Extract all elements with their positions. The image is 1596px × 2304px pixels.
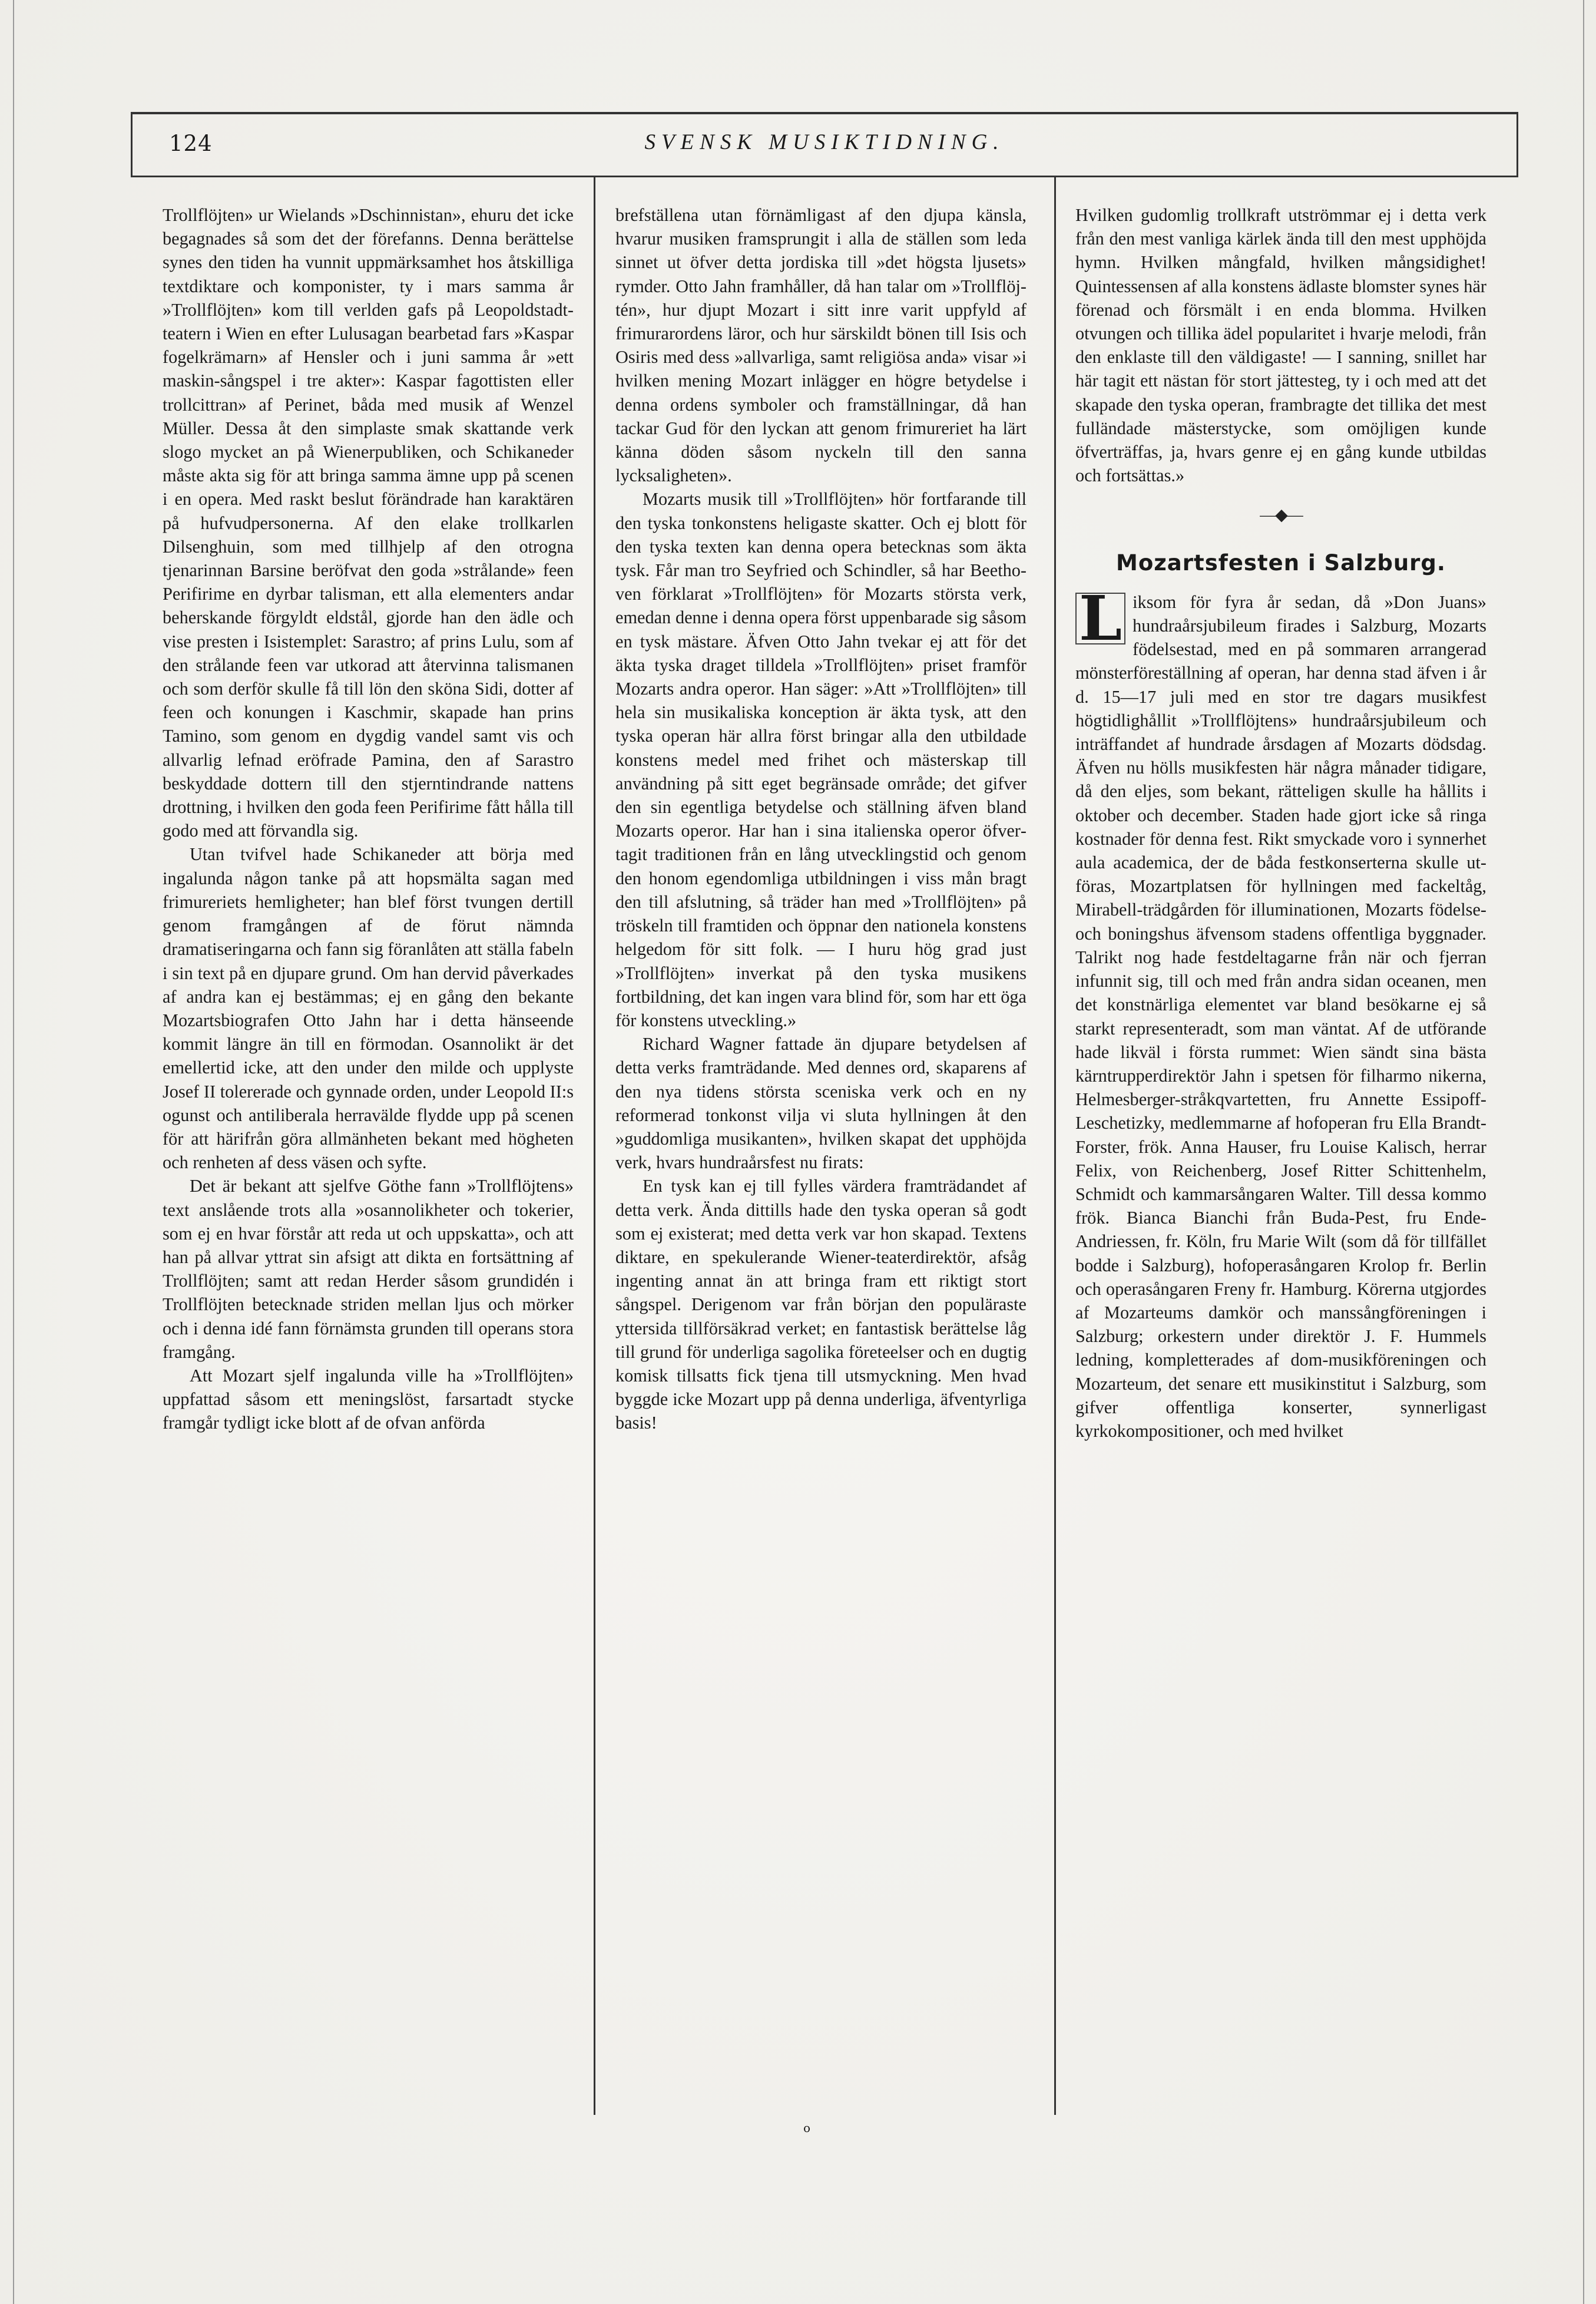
column-rule-1 [594, 177, 595, 2115]
scan-edge-left [13, 0, 14, 2304]
paragraph: Hvilken gudomlig trollkraft utströmmar ej i detta verk från den mest vanliga kärlek ända till den mest upphöjda hymn. Hvilken mångfald, hvilken mångsidighet! Quintessensen af alla konstens ädlaste blomster synes här förenad och försmält i en enda blomma. Hvilken otvungen och tillika ädel popularitet i hvarje melodi, från den enklaste till den väldigaste! — I sanning, snillet har här tagit ett nästan för stort jättesteg, ty i och med att det skapade den tyska operan, frambragte det tillika det mest fulländade mästerstycke, som omöjligen kunde öfverträffas, ja, hvars genre ej en gång kunde utbildas och fortsättas.» [1075, 205, 1486, 486]
page-number: 124 [169, 131, 213, 156]
paragraph: Mozarts musik till »Trollflöjten» hör fortfarande till den tyska tonkonstens heligaste skatter. Och ej blott för den tyska texten kan denna opera betecknas som äkta tysk. Får man tro Seyfried och Schindler, så har Beethoven förklarat »Trollflöjten» för Mozarts största verk, emedan denne i denna opera först uppenbarade sig såsom en tysk mästare. Äfven Otto Jahn tvekar ej att för det äkta tyska draget tilldela »Trollflöjten» priset framför Mozarts andra operor. Han säger: »Att »Trollflöjten» till hela sin musikaliska konception är äkta tysk, att den tyska operan här allra först bringar alla den utbildade konstens medel med frihet och mästerskap till användning på sitt eget begränsade område; det gifver den sin egentliga betydelse och ställning äfven bland Mozarts operor. Har han i sina italienska operor öfvertagit traditionen från en lång utvecklingstid och genom den honom egendomliga utbildningen i viss mån bragt den till afslutning, så träder han med »Trollflöjten» på tröskeln till framtiden och öppnar den nationela konstens helgedom för sitt folk. — I huru hög grad just »Trollflöjten» inverkat på den tyska musikens fortbildning, det kan ingen vara blind för, som har ett öga för konstens utveckling.» [615, 489, 1027, 1030]
paragraph: Richard Wagner fattade än djupare betydelsen af detta verks framträdande. Med dennes ord, skaparens af den nya tidens största sceniska verk och en ny reformerad tonkonst vilja vi sluta hyllningen åt den »guddomliga musikanten», hvilken skapat det upphöjda verk, hvars hundraårsfest nu firats: [615, 1034, 1027, 1173]
text-column-1 [163, 203, 574, 2124]
paragraph: Att Mozart sjelf ingalunda ville ha »Trollflöjten» uppfattad såsom ett meningslöst, farsartadt stycke framgår tydligt icke blott af de ofvan anförda [163, 1365, 574, 1433]
paragraph: Utan tvifvel hade Schikaneder att börja med ingalunda någon tanke på att hopsmälta sagan med frimureriets hemligheter; han blef först tvungen dertill genom framgången af de förut nämnda dramatiseringarna och fann sig föranlåten att ställa fabeln i sin text på en djupare grund. Om han dervid påverkades af andra kan ej bestämmas; ej en gång den bekante Mozartsbiografen Otto Jahn har i detta hänseende kommit längre än till en förmodan. Osannolikt är det emellertid icke, att den under den milde och upplyste Josef II tolererade och gynnade orden, under Leopold II:s ogunst och antiliberala herravälde flydde upp på scenen för att härifrån göra allmänheten bekant med högheten och renheten af dess väsen och syfte. [163, 844, 574, 1173]
paragraph: Det är bekant att sjelfve Göthe fann »Trollflöjtens» text anslående trots alla »osannolikheter och tokerier, som ej en hvar förstår att reda ut och uppskatta», och att han på allvar yttrat sin afsigt att dikta en fortsättning af Trollflöjten; samt att redan Herder såsom grundidén i Trollflöjten betecknade striden mellan ljus och mörker och i denna idé fann förnämsta grunden till operans stora framgång. [163, 1176, 574, 1362]
text-column-2 [615, 203, 1027, 2124]
paragraph-text: iksom för fyra år sedan, då »Don Juans» hundraårsjubileum firades i Salzburg, Mozarts födelsestad, med en på sommaren arrangerad mönsterföreställning af operan, har denna stad äfven i år d. 15—17 juli med en stor tre dagars musikfest högtidlighållit »Trollflöjtens» hundraårsjubileum och inträffandet af hundrade årsdagen af Mozarts dödsdag. Äfven nu hölls musikfesten här några månader tidigare, då den eljes, som bekant, rätteligen skulle ha hållits i oktober och december. Staden hade gjort icke så ringa kostnader för denna fest. Rikt smyckade voro i synnerhet aula academica, der de båda festkonserterna skulle utföras, Mozartplatsen för hyllningen med fackeltåg, Mirabell-trädgården för illuminationen, Mozarts födelse- och boningshus äfvensom stadens offentliga byggnader. Talrikt nog hade festdeltagarne från när och fjerran infunnit sig, till och med från andra sidan oceanen, men det konstnärliga elementet var bland besökarne ej så starkt representeradt, som man väntat. Af de utförande hade likväl i första rummet: Wien sändt sina bästa kärntrupperdirektör Jahn i spetsen för filharmo nikerna, Helmesberger-stråkqvartetten, fru Annette Essipoff-Leschetizky, medlemmarne af hofoperan fru Ella Brandt-Forster, frök. Anna Hauser, fru Louise Kalisch, herrar Felix, von Reichenberg, Josef Ritter Schittenhelm, Schmidt och kammarsångaren Walter. Till dessa kommo frök. Bianca Bianchi från Buda-Pest, fru Ende-Andriessen, fr. Köln, fru Marie Wilt (som då för tillfället bodde i Salzburg), hofoperasångaren Krolop fr. Berlin och operasångaren Freny fr. Hamburg. Körerna utgjordes af Mozarteums damkör och manssångföreningen i Salzburg; orkestern under direktör J. F. Hummels ledning, kompletterades af dom-musikföreningen och Mozarteum, det senare ett musikinstitut i Salzburg, som gifver offentliga konserter, synnerligast kyrkokompositioner, och med hvilket [1075, 591, 1486, 1441]
paragraph: En tysk kan ej till fylles värdera framträdandet af detta verk. Ända dittills hade den tyska operan så godt som ej existerat; med detta verk var hon skapad. Textens diktare, en spekulerande Wiener-teaterdirektör, afsåg ingenting annat än att bringa fram ett riktigt stort sångspel. Derigenom var från början den populäraste yttersida tillförsäkrad verket; en fantastisk berättelse låg till grund för underliga sagolika företeelser och en dugtig komisk tillsatts fick tjena till utsmyckning. Men hvad byggde icke Mozart upp på denna underliga, äfventyrliga basis! [615, 1176, 1027, 1433]
ornament-divider: —◆— [1260, 506, 1302, 525]
text-column-3 [1075, 203, 1486, 2124]
paragraph: Trollflöjten» ur Wielands »Dschinnistan», ehuru det icke begagnades så som det der förefanns. Denna berättelse synes den tiden ha vunnit uppmärksamhet hos åtskilliga textdiktare och komponister, ty i mars samma år »Trollflöjten» kom till verlden gafs på Leopoldstadt-teatern i Wien en efter Lulusagan bearbetad fars »Kaspar fogelkrämarn» af Hensler och i juni samma år »ett maskin-sångspel i tre akter»: Kaspar fagottisten eller trollcittran» af Perinet, båda med musik af Wenzel Müller. Dessa åt den simplaste smak skattande verk slogo mycket an på Wienerpubliken, och Schikaneder måste akta sig för att bringa samma ämne upp på scenen i en opera. Med raskt beslut förändrade han karaktären på hufvudpersonerna. Af den elake trollkarlen Dilsenghuin, som med tillhjelp af den otrogna tjenarinnan Barsine beröfvat den goda »strålande» feen Perifirime en dyrbar talisman, ett alla elementers andar beherskande förgyldt eldstål, gjorde han den ädle och vise presten i Isistemplet: Sarastro; af prins Lulu, som af den strålande feen var utkorad att återvinna talismanen och som derför skulle få till lön den sköna Sidi, dotter af feen och konungen i Kaschmir, skapade han prins Tamino, som genom en dygdig vandel samt vis och allvarlig lefnad eröfrade Pamina, den af Sarastro beskyddade dottern till den stjerntindrande nattens drottning, i hvilken den goda feen Perifirime fått hålla till godo med att förvandla sig. [163, 205, 574, 841]
paragraph: brefställena utan förnämligast af den djupa känsla, hvarur musiken framsprungit i alla de ställen som leda sinnet ut öfver detta jordiska till »det högsta ljusets» rymder. Otto Jahn framhåller, då han talar om »Trollflöjtén», hur djupt Mozart i sitt inre varit uppfyld af frimurarordens läror, och hur särskildt bönen till Isis och Osiris med dess »allvarliga, samt religiösa anda» visar »i hvilken mening Mozart inlägger en högre betydelse i denna ordens symboler och framställningar, då han tackar Gud för den lyckan att genom frimureriet ha lärt känna döden såsom nyckeln till den sanna lycksaligheten». [615, 205, 1027, 486]
section-title: Mozartsfesten i Salzburg. [1116, 550, 1446, 576]
footer-mark: o [803, 2121, 811, 2135]
paragraph [1075, 581, 1486, 1443]
column-rule-2 [1054, 177, 1056, 2115]
drop-cap: L [1075, 593, 1125, 644]
journal-title: SVENSK MUSIKTIDNING. [644, 130, 1005, 154]
page-header [131, 112, 1518, 177]
scan-edge-right [1583, 0, 1584, 2304]
